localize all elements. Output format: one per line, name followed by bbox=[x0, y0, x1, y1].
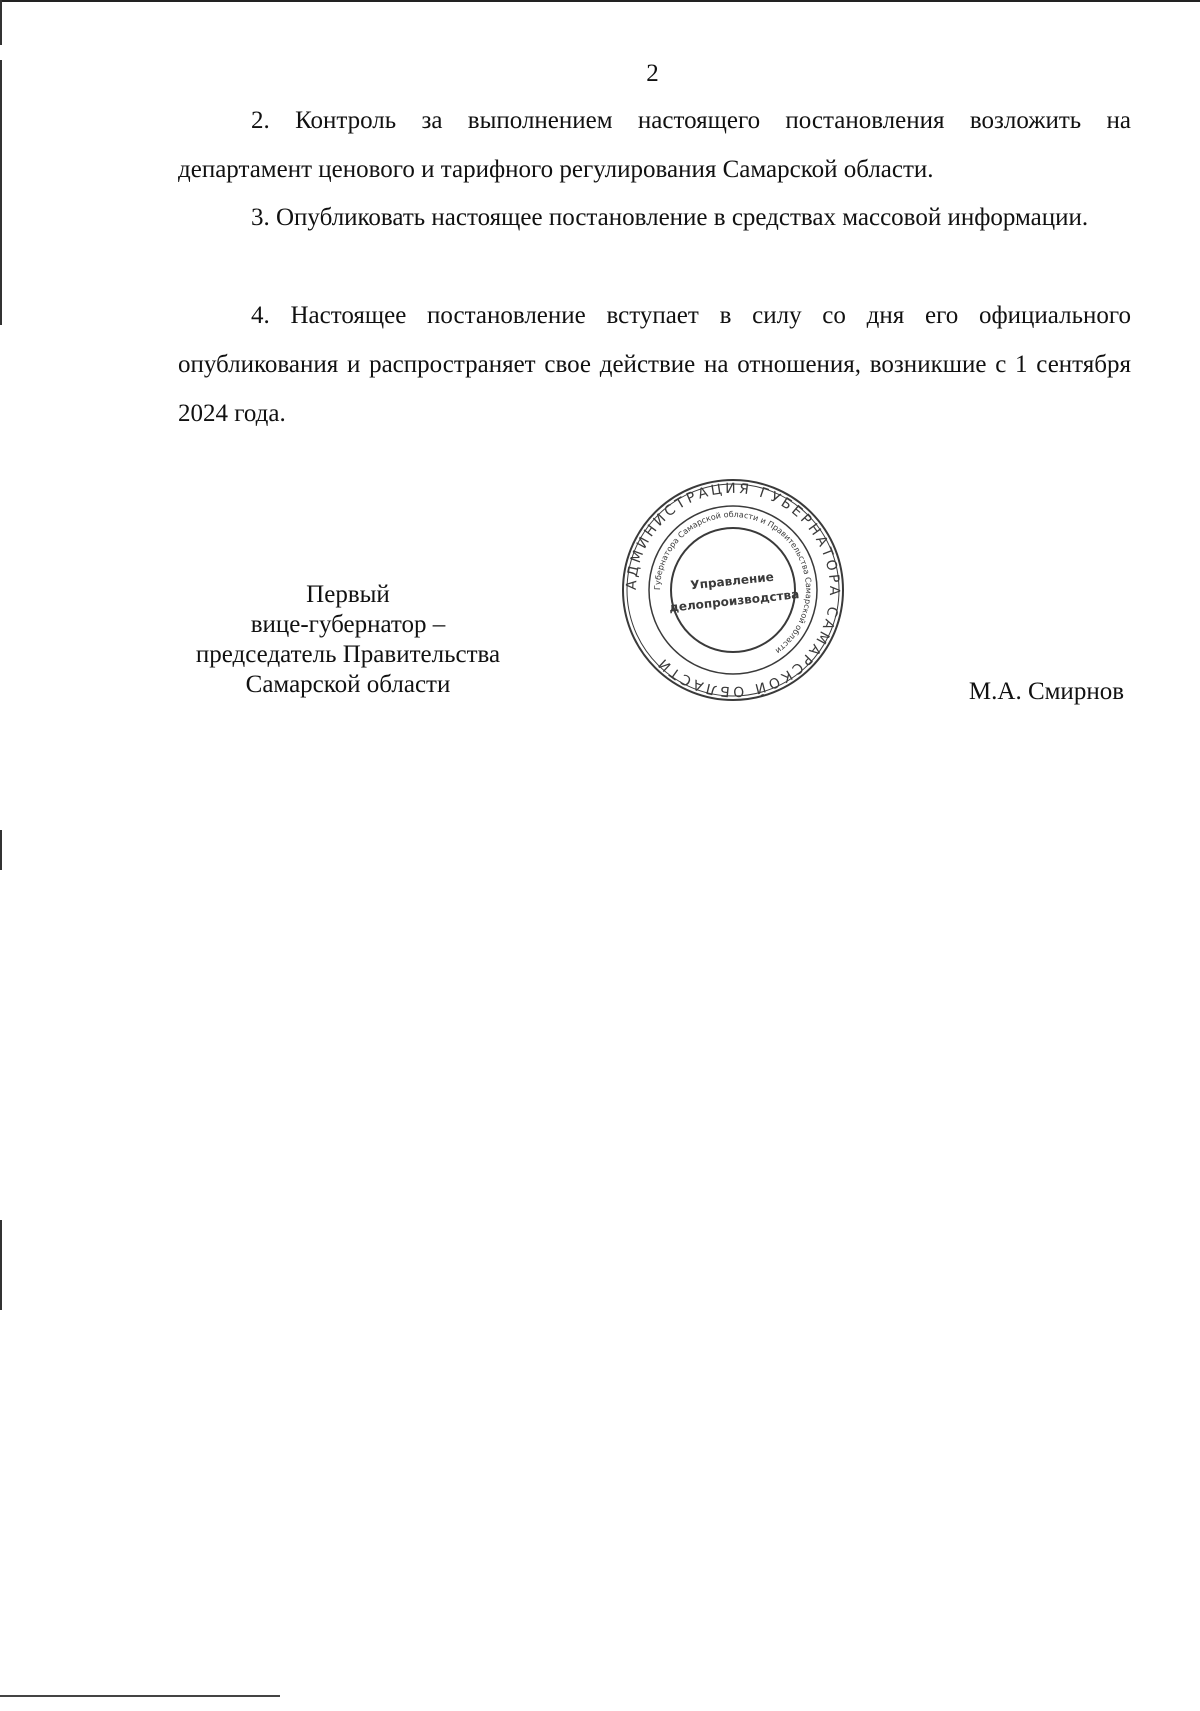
seal-icon bbox=[618, 475, 848, 705]
scan-edge-left bbox=[0, 1220, 2, 1310]
paragraph-item-4: 4. Настоящее постановление вступает в силу со дня его официального опубликования и распространяет свое действие на отношения, возникшие с 1 сентября 2024 года. bbox=[178, 302, 1131, 427]
scan-edge-bottom bbox=[0, 1695, 280, 1697]
signatory-name: М.А. Смирнов bbox=[968, 678, 1124, 705]
page-number: 2 bbox=[646, 60, 659, 87]
position-line: председатель Правительства bbox=[195, 641, 501, 668]
official-seal bbox=[618, 475, 848, 705]
signatory-position bbox=[178, 580, 518, 700]
seal-outer-text: АДМИНИСТРАЦИЯ ГУБЕРНАТОРА САМАРСКОЙ ОБЛАСТИ bbox=[623, 480, 843, 700]
scan-edge-top bbox=[0, 0, 1200, 2]
paragraph-item-2: 2. Контроль за выполнением настоящего постановления возложить на департамент ценового и тарифного регулирования Самарской области. bbox=[178, 107, 1131, 183]
position-line: Первый bbox=[306, 581, 390, 608]
scan-edge-left bbox=[0, 830, 2, 870]
position-line: Самарской области bbox=[245, 671, 451, 698]
seal-inner-ring-text: Губернатора Самарской области и Правительства Самарской области bbox=[652, 509, 814, 656]
seal-center-line: Управление bbox=[689, 569, 775, 593]
paragraph-item-3: 3. Опубликовать настоящее постановление в средствах массовой информации. bbox=[251, 204, 1089, 231]
position-line: вице-губернатор – bbox=[250, 611, 446, 638]
scan-edge-left bbox=[0, 60, 2, 325]
seal-center-line: делопроизводства bbox=[668, 587, 800, 615]
scan-edge-left bbox=[0, 0, 2, 45]
